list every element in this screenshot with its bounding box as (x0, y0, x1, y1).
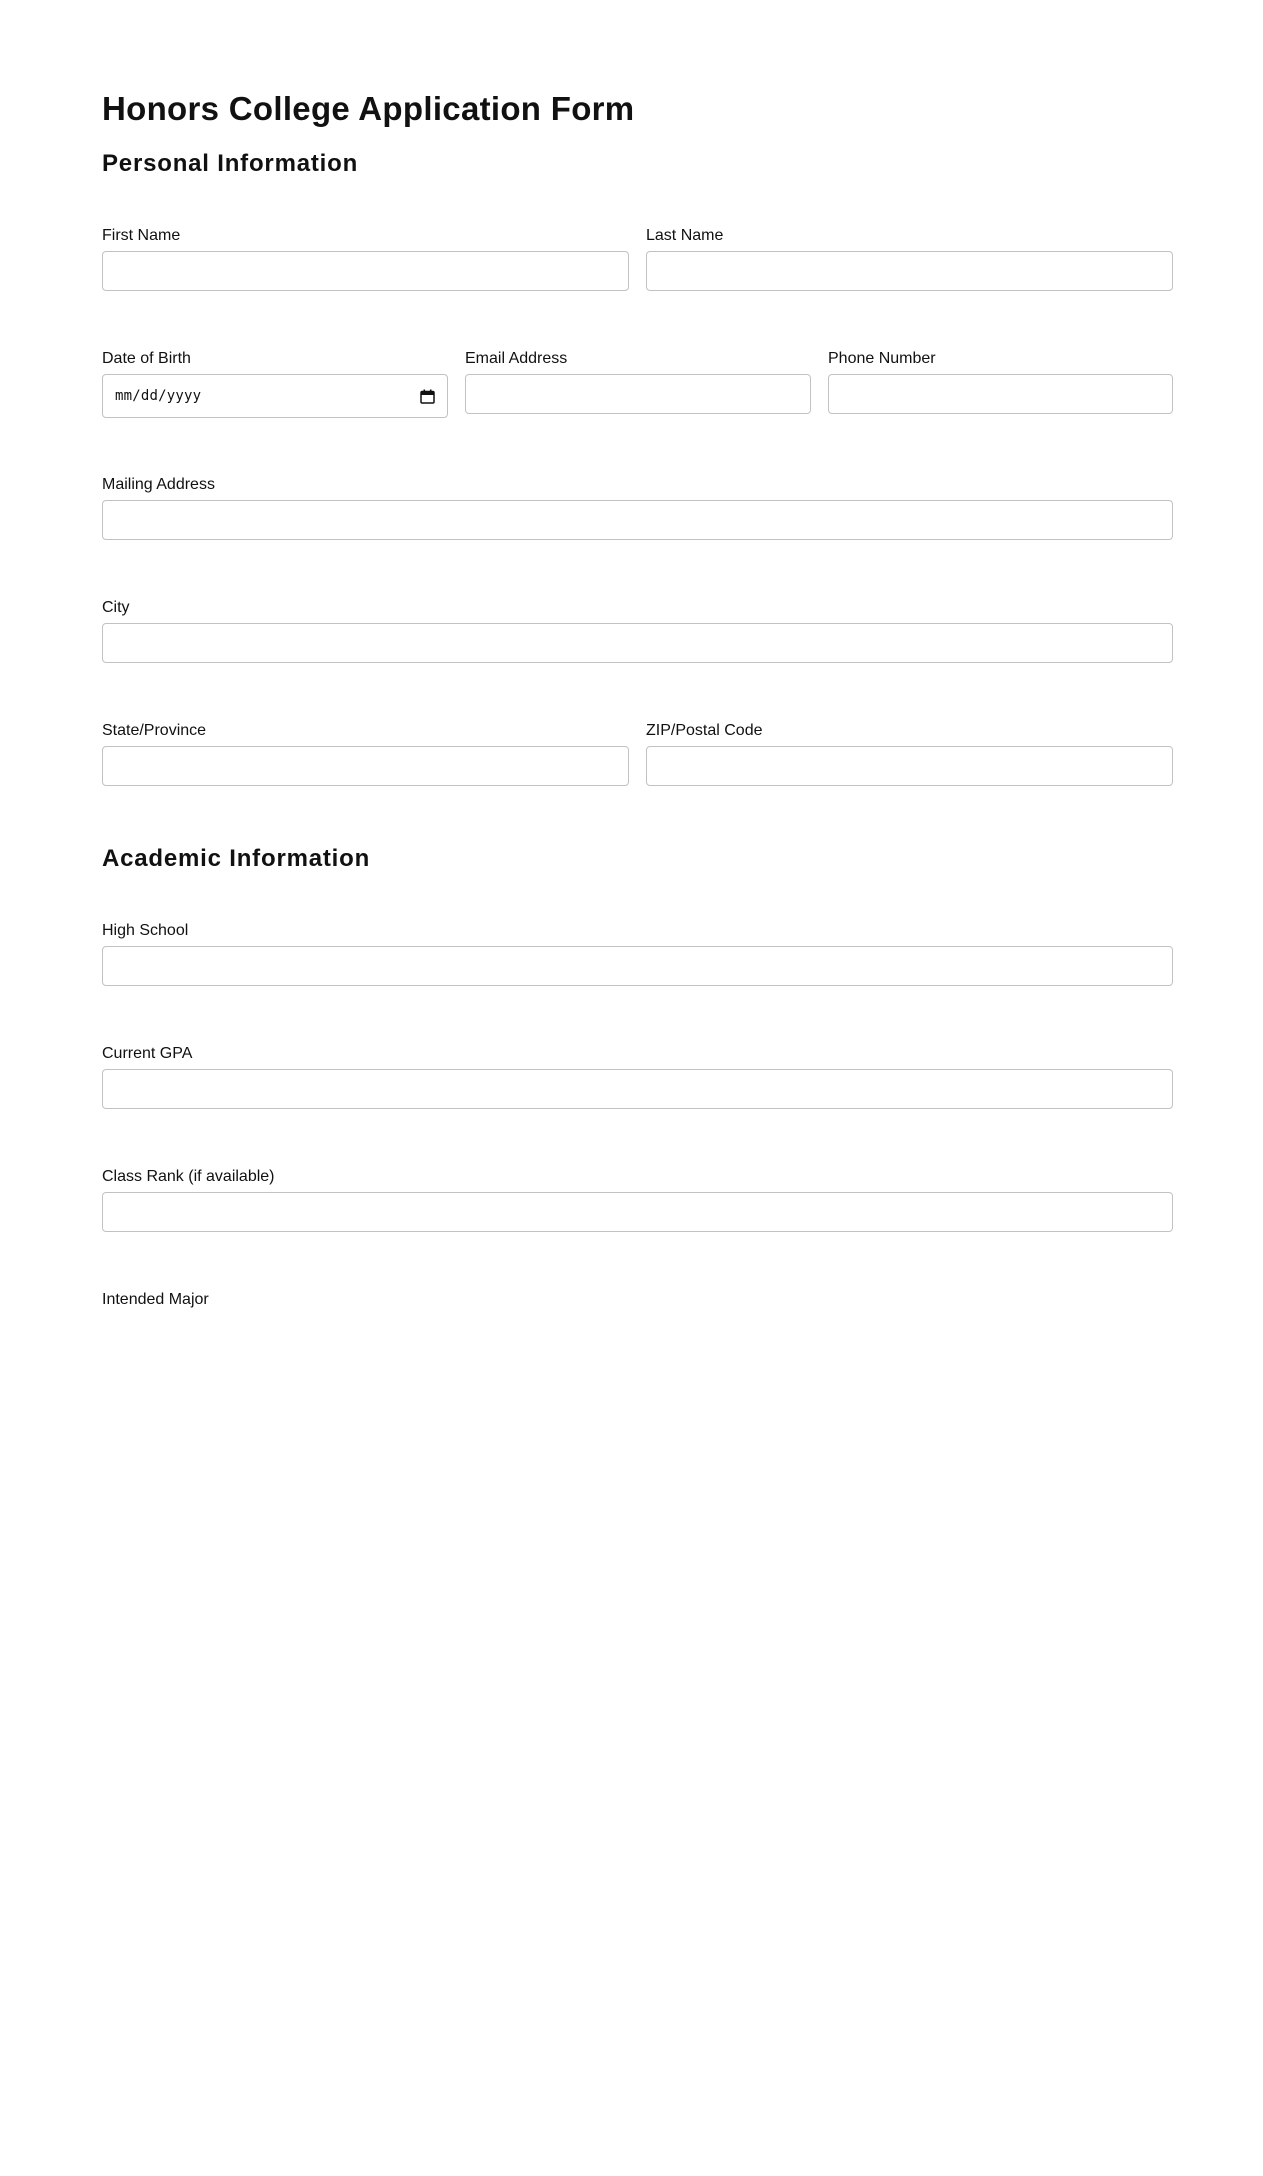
phone-label: Phone Number (828, 350, 936, 367)
first-name-input[interactable] (102, 251, 629, 291)
intended-major-group (102, 1290, 1173, 1310)
city-input[interactable] (102, 623, 1173, 663)
email-label: Email Address (465, 350, 568, 367)
page-title: Honors College Application Form (102, 90, 635, 127)
first-name-label: First Name (102, 227, 181, 244)
date-of-birth-input[interactable] (102, 374, 448, 418)
email-input[interactable] (465, 374, 811, 414)
dob-label: Date of Birth (102, 350, 191, 367)
zip-input[interactable] (646, 746, 1173, 786)
phone-group (828, 349, 1173, 414)
state-group (102, 721, 629, 786)
gpa-input[interactable] (102, 1069, 1173, 1109)
zip-group (646, 721, 1173, 786)
first-name-group (102, 226, 629, 291)
mailing-address-input[interactable] (102, 500, 1173, 540)
class-rank-group (102, 1167, 1173, 1232)
city-label: City (102, 599, 130, 616)
last-name-group (646, 226, 1173, 291)
dob-group (102, 349, 448, 418)
last-name-input[interactable] (646, 251, 1173, 291)
class-rank-label: Class Rank (if available) (102, 1168, 275, 1185)
intended-major-label: Intended Major (102, 1291, 209, 1308)
zip-label: ZIP/Postal Code (646, 722, 763, 739)
section-heading-personal: Personal Information (102, 150, 359, 177)
gpa-label: Current GPA (102, 1045, 193, 1062)
city-group (102, 598, 1173, 663)
calendar-icon[interactable] (420, 389, 435, 404)
state-label: State/Province (102, 722, 207, 739)
gpa-group (102, 1044, 1173, 1109)
email-group (465, 349, 811, 414)
mailing-address-label: Mailing Address (102, 476, 215, 493)
section-heading-academic: Academic Information (102, 845, 371, 872)
state-input[interactable] (102, 746, 629, 786)
last-name-label: Last Name (646, 227, 724, 244)
high-school-label: High School (102, 922, 189, 939)
high-school-group (102, 921, 1173, 986)
phone-input[interactable] (828, 374, 1173, 414)
mailing-address-group (102, 475, 1173, 540)
date-placeholder: mm/dd/yyyy (115, 388, 202, 404)
high-school-input[interactable] (102, 946, 1173, 986)
class-rank-input[interactable] (102, 1192, 1173, 1232)
